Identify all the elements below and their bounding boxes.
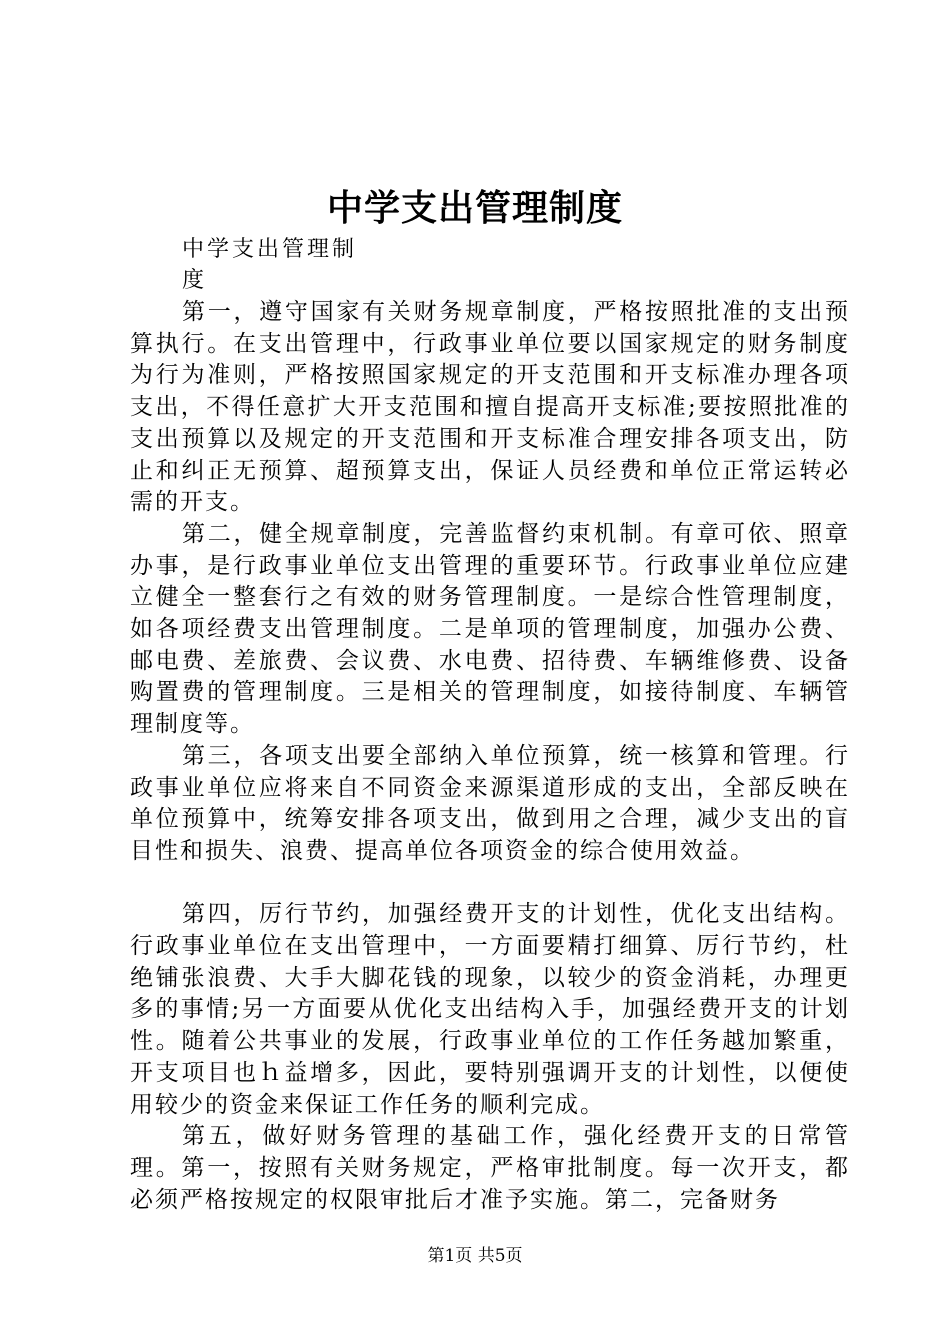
paragraph-2: 第二，健全规章制度，完善监督约束机制。有章可依、照章办事，是行政事业单位支出管理的重要环节。行政事业单位应建立健全一整套行之有效的财务管理制度。一是综合性管理制度，如各项经费支出管理制度。二是单项的管理制度，加强办公费、邮电费、差旅费、会议费、水电费、招待费、车辆维修费、设备购置费的管理制度。三是相关的管理制度，如接待制度、车辆管理制度等。 xyxy=(130,520,850,738)
subtitle-line-1: 中学支出管理制 xyxy=(182,237,358,262)
paragraph-1: 第一，遵守国家有关财务规章制度，严格按照批准的支出预算执行。在支出管理中，行政事业单位要以国家规定的财务制度为行为准则，严格按照国家规定的开支范围和开支标准办理各项支出，不得任意扩大开支范围和擅自提高开支标准;要按照批准的支出预算以及规定的开支范围和开支标准合理安排各项支出，防止和纠正无预算、超预算支出，保证人员经费和单位正常运转必需的开支。 xyxy=(130,299,850,516)
subtitle-line-2: 度 xyxy=(182,268,208,293)
document-body xyxy=(130,297,850,1216)
page-title: 中学支出管理制度 xyxy=(326,187,623,229)
paragraph-5: 第五，做好财务管理的基础工作，强化经费开支的日常管理。第一，按照有关财务规定，严格审批制度。每一次开支，都必须严格按规定的权限审批后才准予实施。第二，完备财务 xyxy=(130,1123,850,1213)
paragraph-4: 第四，厉行节约，加强经费开支的计划性，优化支出结构。行政事业单位在支出管理中，一方面要精打细算、厉行节约，杜绝铺张浪费、大手大脚花钱的现象，以较少的资金消耗，办理更多的事情;另一方面要从优化支出结构入手，加强经费开支的计划性。随着公共事业的发展，行政事业单位的工作任务越加繁重，开支项目也ｈ益增多，因此，要特别强调开支的计划性，以便使用较少的资金来保证工作任务的顺利完成。 xyxy=(130,901,850,1118)
page-footer: 第1页 共5页 xyxy=(427,1246,523,1266)
paragraph-3: 第三，各项支出要全部纳入单位预算，统一核算和管理。行政事业单位应将来自不同资金来源渠道形成的支出，全部反映在单位预算中，统筹安排各项支出，做到用之合理，减少支出的盲目性和损失、浪费、提高单位各项资金的综合使用效益。 xyxy=(130,742,850,864)
document-subtitle xyxy=(182,234,382,296)
